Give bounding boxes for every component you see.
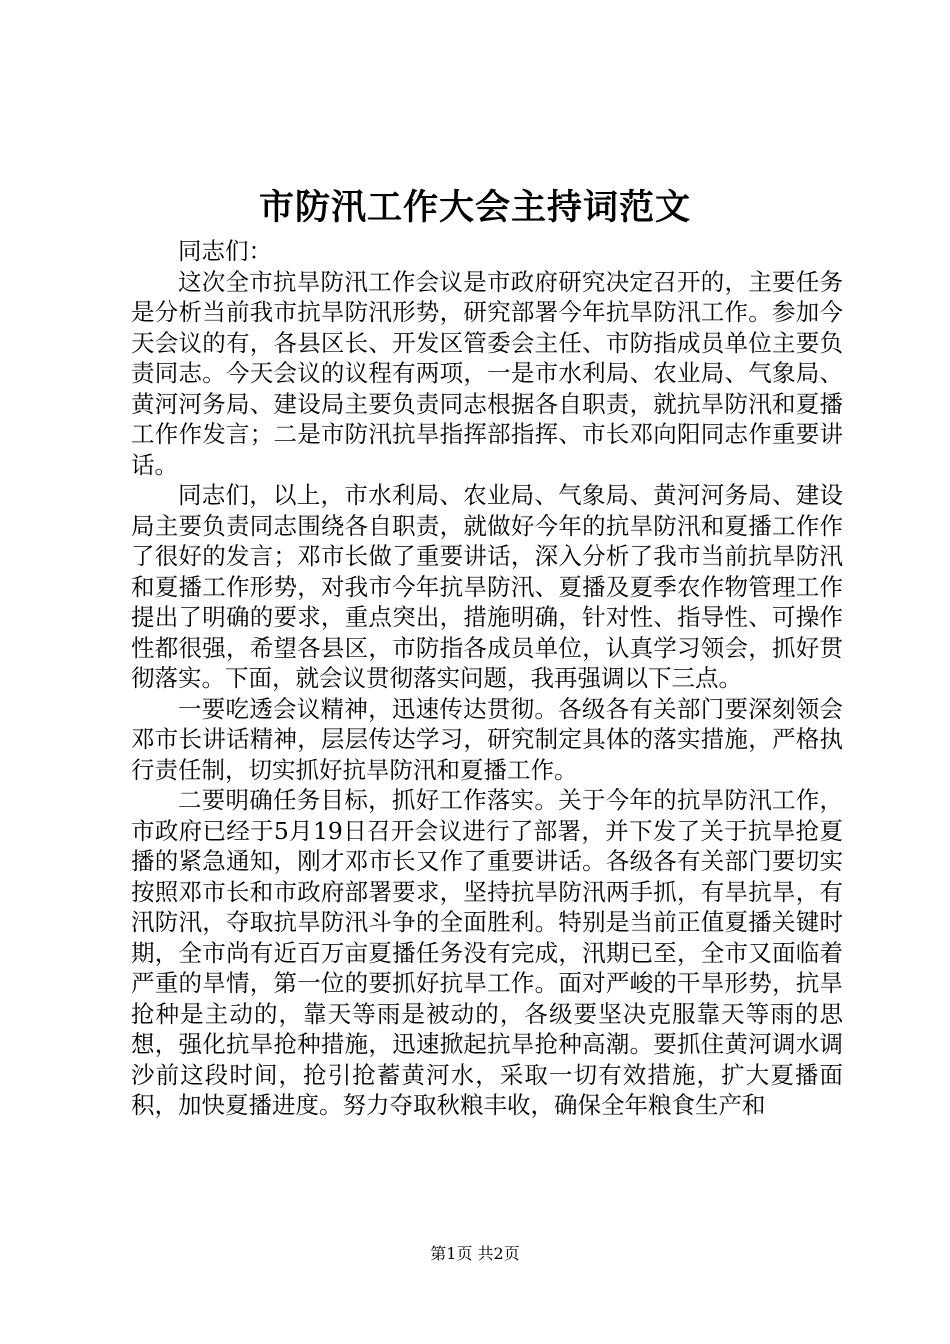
paragraph-point-one: 一要吃透会议精神，迅速传达贯彻。各级各有关部门要深刻领会邓市长讲话精神，层层传达学习，研究制定具体的落实措施，严格执行责任制，切实抓好抗旱防汛和夏播工作。 <box>131 694 843 784</box>
paragraph-salutation: 同志们： <box>178 237 272 265</box>
paragraph-point-two: 二要明确任务目标，抓好工作落实。关于今年的抗旱防汛工作，市政府已经于5月19日召开会议进行了部署，并下发了关于抗旱抢夏播的紧急通知，刚才邓市长又作了重要讲话。各级各有关部门要切实按照邓市长和市政府部署要求，坚持抗旱防汛两手抓，有旱抗旱，有汛防汛，夺取抗旱防汛斗争的全面胜利。特别是当前正值夏播关键时期，全市尚有近百万亩夏播任务没有完成，汛期已至，全市又面临着严重的旱情，第一位的要抓好抗旱工作。面对严峻的干旱形势，抗旱抢种是主动的，靠天等雨是被动的，各级要坚决克服靠天等雨的思想，强化抗旱抢种措施，迅速掀起抗旱抢种高潮。要抓住黄河调水调沙前这段时间，抢引抢蓄黄河水，采取一切有效措施，扩大夏播面积，加快夏播进度。努力夺取秋粮丰收，确保全年粮食生产和 <box>131 786 843 1119</box>
document-body <box>131 236 843 1121</box>
paragraph-meeting-intro: 这次全市抗旱防汛工作会议是市政府研究决定召开的，主要任务是分析当前我市抗旱防汛形势，研究部署今年抗旱防汛工作。参加今天会议的有，各县区长、开发区管委会主任、市防指成员单位主要负责同志。今天会议的议程有两项，一是市水利局、农业局、气象局、黄河河务局、建设局主要负责同志根据各自职责，就抗旱防汛和夏播工作作发言；二是市防汛抗旱指挥部指挥、市长邓向阳同志作重要讲话。 <box>131 267 843 479</box>
paragraph-summary: 同志们，以上，市水利局、农业局、气象局、黄河河务局、建设局主要负责同志围绕各自职责，就做好今年的抗旱防汛和夏播工作作了很好的发言；邓市长做了重要讲话，深入分析了我市当前抗旱防汛和夏播工作形势，对我市今年抗旱防汛、夏播及夏季农作物管理工作提出了明确的要求，重点突出，措施明确，针对性、指导性、可操作性都很强，希望各县区，市防指各成员单位，认真学习领会，抓好贯彻落实。下面，就会议贯彻落实问题，我再强调以下三点。 <box>131 481 843 692</box>
document-title: 市防汛工作大会主持词范文 <box>258 187 691 228</box>
page-footer: 第1页 共2页 <box>430 1244 520 1263</box>
